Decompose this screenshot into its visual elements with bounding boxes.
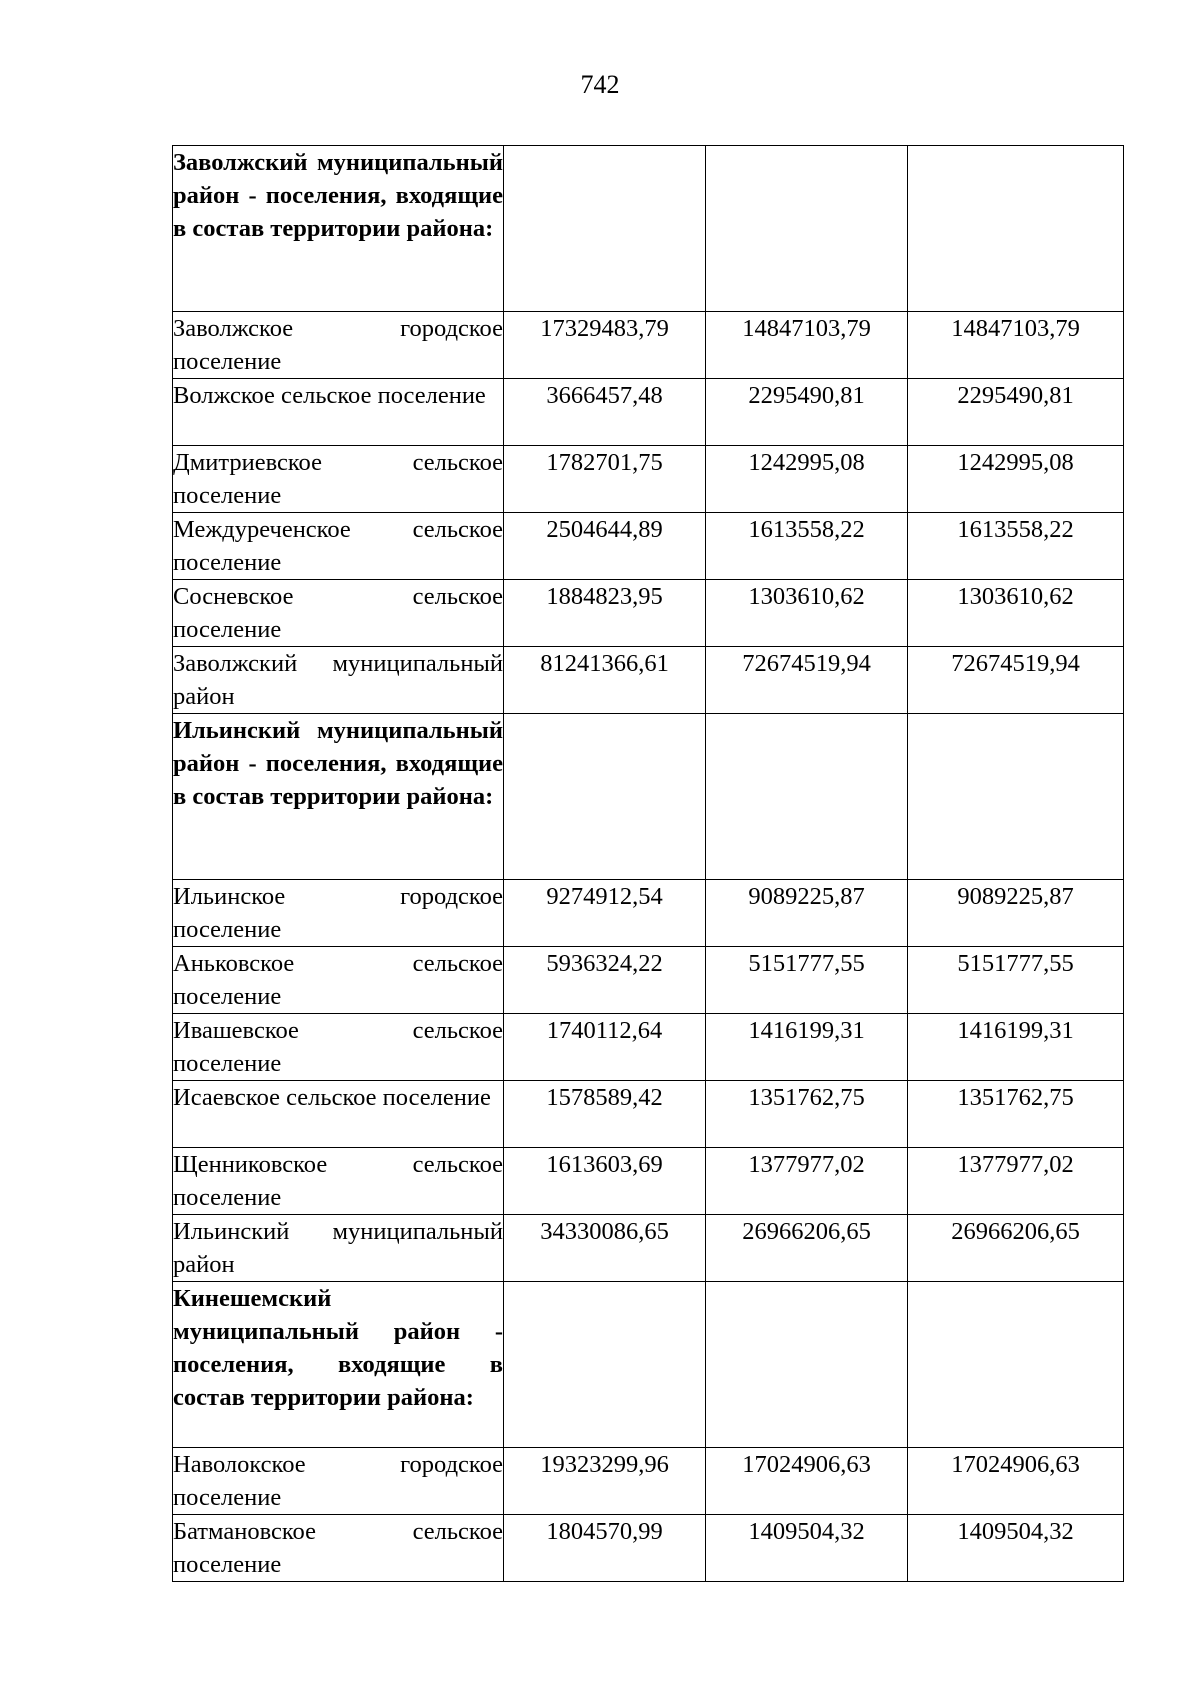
value-cell-2: 1416199,31 — [706, 1014, 908, 1081]
value-cell-3: 1377977,02 — [908, 1148, 1124, 1215]
value-cell-1: 34330086,65 — [504, 1215, 706, 1282]
value-cell-2: 1613558,22 — [706, 513, 908, 580]
value-cell-2 — [706, 146, 908, 312]
value-cell-1: 81241366,61 — [504, 647, 706, 714]
value-cell-1 — [504, 714, 706, 880]
value-cell-1: 19323299,96 — [504, 1448, 706, 1515]
value-cell-1: 1782701,75 — [504, 446, 706, 513]
value-cell-1 — [504, 1282, 706, 1448]
settlement-name-cell: Сосневское сельское поселение — [173, 580, 504, 647]
value-cell-2 — [706, 1282, 908, 1448]
value-cell-3 — [908, 146, 1124, 312]
settlement-name-cell: Исаевское сельское поселение — [173, 1081, 504, 1148]
group-title-cell: Кинешемский муниципальный район - поселения, входящие в состав территории района: — [173, 1282, 504, 1448]
budget-table-body — [173, 146, 1124, 1582]
value-cell-3: 5151777,55 — [908, 947, 1124, 1014]
value-cell-2: 1242995,08 — [706, 446, 908, 513]
value-cell-2: 1303610,62 — [706, 580, 908, 647]
value-cell-3: 26966206,65 — [908, 1215, 1124, 1282]
value-cell-3: 17024906,63 — [908, 1448, 1124, 1515]
value-cell-1 — [504, 146, 706, 312]
budget-table — [172, 145, 1124, 1582]
table-row — [173, 1081, 1124, 1148]
value-cell-1: 1884823,95 — [504, 580, 706, 647]
group-header-row — [173, 1282, 1124, 1448]
value-cell-2: 5151777,55 — [706, 947, 908, 1014]
value-cell-2: 1409504,32 — [706, 1515, 908, 1582]
table-row — [173, 1448, 1124, 1515]
value-cell-3: 72674519,94 — [908, 647, 1124, 714]
value-cell-2: 1377977,02 — [706, 1148, 908, 1215]
settlement-name-cell: Ивашевское сельское поселение — [173, 1014, 504, 1081]
value-cell-1: 1578589,42 — [504, 1081, 706, 1148]
value-cell-2: 9089225,87 — [706, 880, 908, 947]
settlement-name-cell: Ильинское городское поселение — [173, 880, 504, 947]
table-row — [173, 446, 1124, 513]
value-cell-3 — [908, 1282, 1124, 1448]
settlement-name-cell: Аньковское сельское поселение — [173, 947, 504, 1014]
value-cell-3: 1242995,08 — [908, 446, 1124, 513]
settlement-name-cell: Батмановское сельское поселение — [173, 1515, 504, 1582]
group-header-row — [173, 146, 1124, 312]
settlement-name-cell: Наволокское городское поселение — [173, 1448, 504, 1515]
value-cell-3: 1613558,22 — [908, 513, 1124, 580]
table-row — [173, 1014, 1124, 1081]
value-cell-1: 5936324,22 — [504, 947, 706, 1014]
table-row — [173, 312, 1124, 379]
value-cell-1: 2504644,89 — [504, 513, 706, 580]
table-row — [173, 880, 1124, 947]
value-cell-2: 17024906,63 — [706, 1448, 908, 1515]
settlement-name-cell: Заволжский муниципальный район — [173, 647, 504, 714]
value-cell-1: 1804570,99 — [504, 1515, 706, 1582]
value-cell-2: 14847103,79 — [706, 312, 908, 379]
value-cell-1: 1613603,69 — [504, 1148, 706, 1215]
value-cell-3: 1303610,62 — [908, 580, 1124, 647]
value-cell-2: 26966206,65 — [706, 1215, 908, 1282]
group-title-cell: Ильинский муниципальный район - поселения, входящие в состав территории района: — [173, 714, 504, 880]
value-cell-3: 1409504,32 — [908, 1515, 1124, 1582]
value-cell-3: 9089225,87 — [908, 880, 1124, 947]
value-cell-1: 1740112,64 — [504, 1014, 706, 1081]
table-row — [173, 580, 1124, 647]
settlement-name-cell: Волжское сельское поселение — [173, 379, 504, 446]
table-row — [173, 379, 1124, 446]
table-row — [173, 1215, 1124, 1282]
settlement-name-cell: Ильинский муниципальный район — [173, 1215, 504, 1282]
value-cell-2: 1351762,75 — [706, 1081, 908, 1148]
table-row — [173, 1148, 1124, 1215]
page-number: 742 — [580, 70, 620, 99]
value-cell-3: 14847103,79 — [908, 312, 1124, 379]
table-row — [173, 1515, 1124, 1582]
value-cell-3: 1351762,75 — [908, 1081, 1124, 1148]
value-cell-2: 2295490,81 — [706, 379, 908, 446]
table-row — [173, 947, 1124, 1014]
value-cell-2: 72674519,94 — [706, 647, 908, 714]
value-cell-3: 1416199,31 — [908, 1014, 1124, 1081]
value-cell-2 — [706, 714, 908, 880]
table-row — [173, 647, 1124, 714]
value-cell-1: 3666457,48 — [504, 379, 706, 446]
value-cell-3: 2295490,81 — [908, 379, 1124, 446]
settlement-name-cell: Заволжское городское поселение — [173, 312, 504, 379]
value-cell-1: 17329483,79 — [504, 312, 706, 379]
group-title-cell: Заволжский муниципальный район - поселения, входящие в состав территории района: — [173, 146, 504, 312]
group-header-row — [173, 714, 1124, 880]
settlement-name-cell: Междуреченское сельское поселение — [173, 513, 504, 580]
settlement-name-cell: Щенниковское сельское поселение — [173, 1148, 504, 1215]
value-cell-3 — [908, 714, 1124, 880]
table-row — [173, 513, 1124, 580]
value-cell-1: 9274912,54 — [504, 880, 706, 947]
settlement-name-cell: Дмитриевское сельское поселение — [173, 446, 504, 513]
